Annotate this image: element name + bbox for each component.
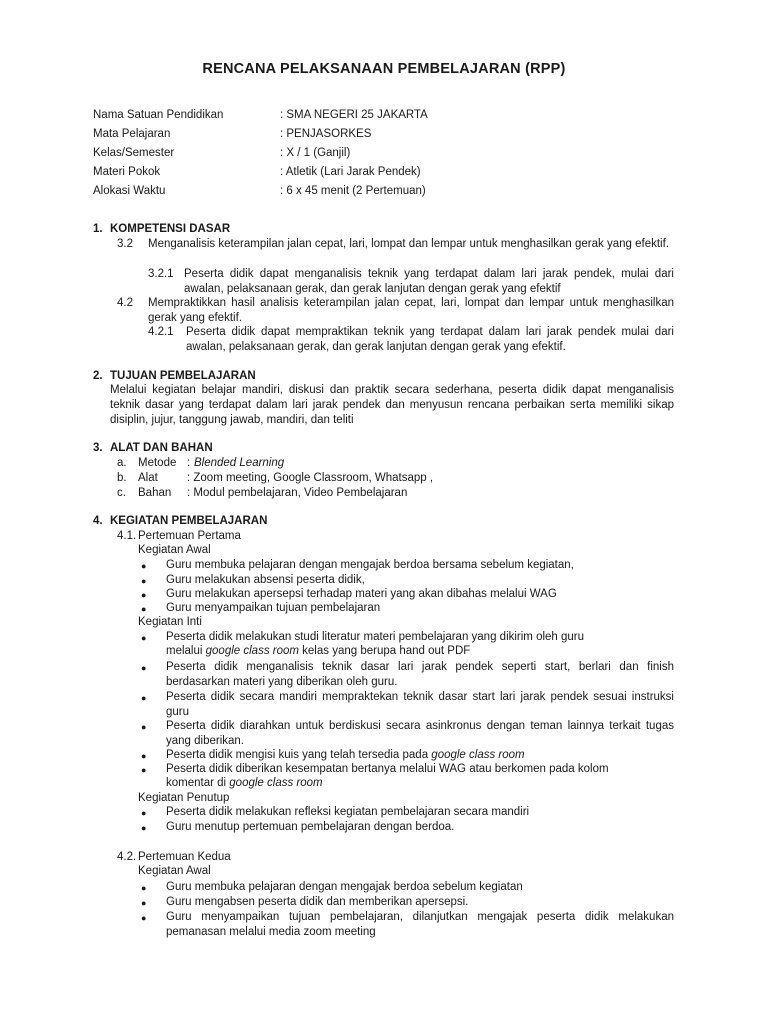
- activity-heading: Kegiatan Awal: [138, 544, 211, 556]
- bullet-icon: ●: [141, 663, 147, 673]
- activity-item: Peserta didik melakukan studi literatur materi pembelajaran yang dikirim oleh guru: [166, 631, 585, 643]
- text-run: kelas yang berupa hand out PDF: [298, 645, 471, 657]
- tool-separator: :: [187, 457, 191, 469]
- kd-sub-text: Peserta didik dapat mempraktikan teknik yang terdapat dalam lari jarak pendek mulai dari awalan, pelaksanaan gerak, dan gerak lanjutan dengan gerak yang efektif.: [186, 326, 674, 353]
- kd-sub-text: [148, 267, 674, 297]
- list-marker: b.: [117, 472, 127, 484]
- bullet-icon: ●: [141, 590, 147, 600]
- text-run: melalui: [166, 645, 206, 657]
- kd-number: 4.2: [117, 297, 133, 309]
- identity-label: Alokasi Waktu: [93, 185, 166, 197]
- meeting-number: 4.1.: [117, 530, 137, 542]
- bullet-icon: ●: [141, 823, 147, 833]
- activity-item: Guru menutup pertemuan pembelajaran dengan berdoa.: [166, 821, 455, 833]
- activity-heading: Kegiatan Inti: [138, 616, 202, 628]
- bullet-icon: ●: [141, 604, 147, 614]
- identity-value: : SMA NEGERI 25 JAKARTA: [280, 109, 428, 121]
- bullet-icon: ●: [141, 633, 147, 643]
- identity-value: : X / 1 (Ganjil): [280, 147, 351, 159]
- text-run-italic: google class room: [431, 749, 525, 761]
- tool-label: Alat: [138, 472, 158, 484]
- section-heading: KEGIATAN PEMBELAJARAN: [110, 515, 268, 527]
- text-run-italic: google class room: [229, 777, 323, 789]
- activity-item: [166, 748, 525, 763]
- kd-number: 3.2: [117, 238, 133, 250]
- text-run: Peserta didik mengisi kuis yang telah tersedia pada: [166, 749, 432, 761]
- tool-label: Bahan: [138, 487, 172, 499]
- kd-sub-text-body: Peserta didik dapat menganalisis teknik yang terdapat dalam lari jarak pendek, mulai dari awalan, pelaksanaan gerak, dan gerak lanjutan dengan gerak yang efektif: [184, 268, 674, 295]
- section-heading: KOMPETENSI DASAR: [110, 223, 231, 235]
- activity-item-continuation: [166, 644, 470, 659]
- identity-value: : 6 x 45 menit (2 Pertemuan): [280, 185, 426, 197]
- kd-text: Mempraktikkan hasil analisis keterampilan jalan cepat, lari, lompat dan lempar untuk menghasilkan gerak yang efektif.: [148, 297, 674, 324]
- bullet-icon: ●: [141, 808, 147, 818]
- section-heading: ALAT DAN BAHAN: [110, 442, 213, 454]
- identity-value: : Atletik (Lari Jarak Pendek): [280, 166, 421, 178]
- tool-value: : Zoom meeting, Google Classroom, Whatsapp ,: [187, 472, 434, 484]
- bullet-icon: ●: [141, 765, 147, 775]
- tool-value: : Modul pembelajaran, Video Pembelajaran: [187, 487, 408, 499]
- text-run: komentar di: [166, 777, 230, 789]
- bullet-icon: ●: [141, 561, 147, 571]
- tool-value: Blended Learning: [194, 457, 285, 469]
- activity-item: Peserta didik secara mandiri mempraktekan teknik dasar start lari jarak pendek sesuai instruksi guru: [166, 691, 674, 718]
- kd-sub-number: 4.2.1: [148, 326, 174, 338]
- tool-label: Metode: [138, 457, 177, 469]
- list-marker: c.: [117, 487, 126, 499]
- identity-value: : PENJASORKES: [280, 128, 372, 140]
- activity-item: Guru menyampaikan tujuan pembelajaran: [166, 602, 381, 614]
- identity-label: Mata Pelajaran: [93, 128, 171, 140]
- kd-sub-number: 3.2.1: [148, 268, 174, 280]
- section-number: 4.: [93, 515, 103, 527]
- identity-label: Materi Pokok: [93, 166, 161, 178]
- activity-item: Guru melakukan apersepsi terhadap materi yang akan dibahas melalui WAG: [166, 588, 557, 600]
- activity-item: Peserta didik melakukan refleksi kegiatan pembelajaran secara mandiri: [166, 806, 530, 818]
- bullet-icon: ●: [141, 722, 147, 732]
- kd-text: Menganalisis keterampilan jalan cepat, lari, lompat dan lempar untuk menghasilkan gerak yang efektif.: [148, 238, 669, 250]
- meeting-title: Pertemuan Kedua: [138, 851, 231, 863]
- bullet-icon: ●: [141, 751, 147, 761]
- section-number: 3.: [93, 442, 103, 454]
- bullet-icon: ●: [141, 883, 147, 893]
- identity-label: Kelas/Semester: [93, 147, 175, 159]
- section-number: 2.: [93, 370, 103, 382]
- activity-item: Peserta didik menganalisis teknik dasar lari jarak pendek seperti start, berlari dan finish berdasarkan materi yang diberikan oleh guru.: [166, 661, 674, 688]
- activity-item: Guru mengabsen peserta didik dan memberikan apersepsi.: [166, 896, 469, 908]
- activity-item: Peserta didik diberikan kesempatan bertanya melalui WAG atau berkomen pada kolom: [166, 763, 609, 775]
- text-run-italic: google class room: [205, 645, 299, 657]
- activity-heading: Kegiatan Awal: [138, 865, 211, 877]
- section-number: 1.: [93, 223, 103, 235]
- bullet-icon: ●: [141, 913, 147, 923]
- section-heading: TUJUAN PEMBELAJARAN: [110, 370, 256, 382]
- bullet-icon: ●: [141, 576, 147, 586]
- activity-item: Peserta didik diarahkan untuk berdiskusi secara asinkronus dengan teman lainnya terkait tugas yang diberikan.: [166, 720, 674, 747]
- list-marker: a.: [117, 457, 127, 469]
- identity-label: Nama Satuan Pendidikan: [93, 109, 224, 121]
- activity-item-continuation: [166, 776, 323, 791]
- bullet-icon: ●: [141, 693, 147, 703]
- section-paragraph: Melalui kegiatan belajar mandiri, diskusi dan praktik secara sederhana, peserta didik dapat menganalisis teknik dasar yang terdapat dalam lari jarak pendek dan menyusun rencana perbaikan serta memiliki sikap disiplin, jujur, tanggung jawab, mandiri, dan teliti: [110, 384, 674, 426]
- activity-item: Guru membuka pelajaran dengan mengajak berdoa bersama sebelum kegiatan,: [166, 559, 574, 571]
- activity-item: Guru membuka pelajaran dengan mengajak berdoa sebelum kegiatan: [166, 881, 523, 893]
- activity-item: Guru melakukan absensi peserta didik,: [166, 574, 365, 586]
- page-title: RENCANA PELAKSANAAN PEMBELAJARAN (RPP): [202, 61, 566, 77]
- activity-item: Guru menyampaikan tujuan pembelajaran, dilanjutkan mengajak peserta didik melakukan pemanasan melalui media zoom meeting: [166, 911, 674, 938]
- meeting-title: Pertemuan Pertama: [138, 530, 241, 542]
- bullet-icon: ●: [141, 898, 147, 908]
- activity-heading: Kegiatan Penutup: [138, 792, 230, 804]
- meeting-number: 4.2.: [117, 851, 137, 863]
